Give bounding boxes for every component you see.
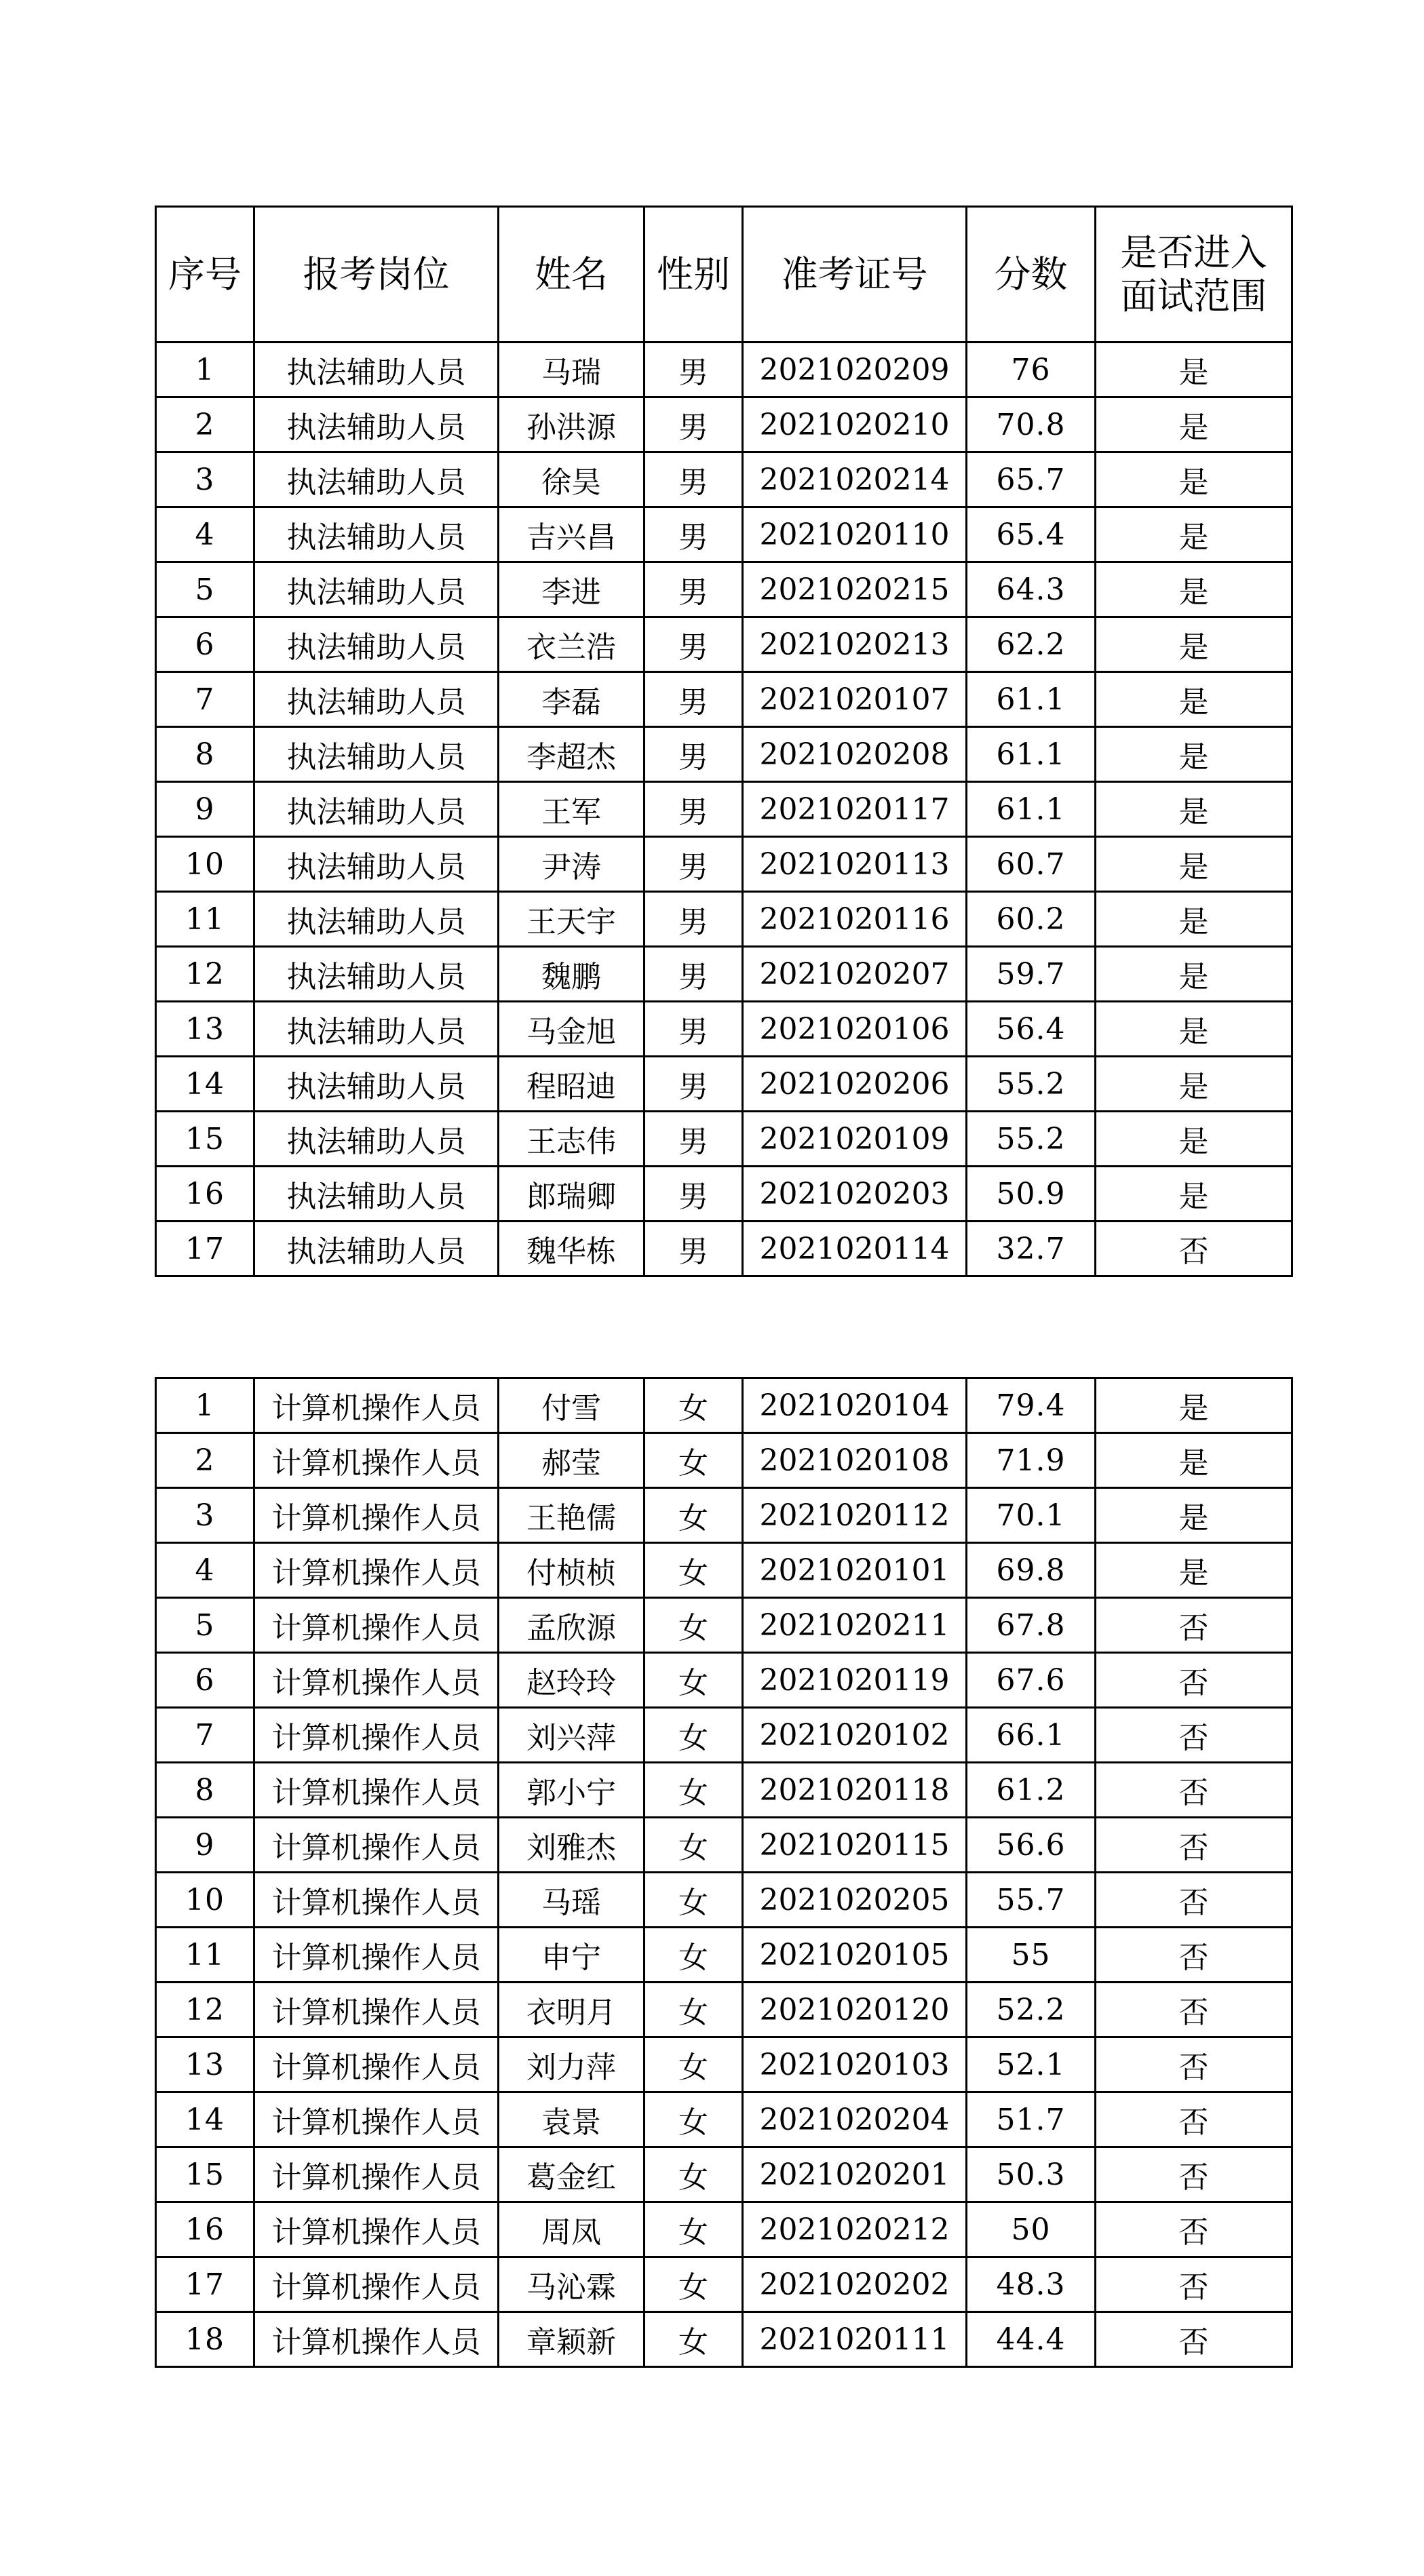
- cell-name: 王志伟: [499, 1112, 644, 1167]
- cell-score: 44.4: [967, 2312, 1096, 2367]
- cell-exam-number: 2021020112: [743, 1488, 967, 1543]
- cell-name: 申宁: [499, 1928, 644, 1983]
- cell-score: 67.8: [967, 1598, 1096, 1653]
- cell-gender: 女: [644, 1818, 743, 1873]
- table-row: [156, 837, 1292, 892]
- cell-exam-number: 2021020201: [743, 2147, 967, 2202]
- cell-exam-number: 2021020106: [743, 1002, 967, 1057]
- cell-index: 14: [156, 2092, 254, 2147]
- cell-exam-number: 2021020111: [743, 2312, 967, 2367]
- cell-score: 52.2: [967, 1983, 1096, 2037]
- cell-exam-number: 2021020107: [743, 672, 967, 727]
- cell-index: 13: [156, 1002, 254, 1057]
- cell-exam-number: 2021020103: [743, 2037, 967, 2092]
- cell-interview: 否: [1096, 1818, 1292, 1873]
- cell-exam-number: 2021020202: [743, 2257, 967, 2312]
- cell-gender: 男: [644, 727, 743, 782]
- cell-gender: 女: [644, 1763, 743, 1818]
- cell-interview: 是: [1096, 837, 1292, 892]
- cell-exam-number: 2021020213: [743, 617, 967, 672]
- cell-name: 付雪: [499, 1378, 644, 1433]
- cell-index: 7: [156, 672, 254, 727]
- cell-name: 王天宇: [499, 892, 644, 947]
- cell-index: 12: [156, 947, 254, 1002]
- cell-index: 3: [156, 452, 254, 507]
- header-position: 报考岗位: [254, 207, 499, 343]
- cell-position: 计算机操作人员: [254, 1653, 499, 1708]
- cell-name: 付桢桢: [499, 1543, 644, 1598]
- cell-interview: 是: [1096, 782, 1292, 837]
- cell-name: 马金旭: [499, 1002, 644, 1057]
- cell-score: 50: [967, 2202, 1096, 2257]
- table-row: [156, 1928, 1292, 1983]
- cell-gender: 女: [644, 2312, 743, 2367]
- table-row: [156, 947, 1292, 1002]
- table-row: [156, 1763, 1292, 1818]
- cell-index: 11: [156, 1928, 254, 1983]
- table-row: [156, 2312, 1292, 2367]
- cell-interview: 是: [1096, 1057, 1292, 1112]
- cell-name: 李超杰: [499, 727, 644, 782]
- cell-interview: 是: [1096, 1378, 1292, 1433]
- cell-position: 计算机操作人员: [254, 2037, 499, 2092]
- cell-score: 60.2: [967, 892, 1096, 947]
- cell-name: 李磊: [499, 672, 644, 727]
- cell-position: 执法辅助人员: [254, 837, 499, 892]
- table-row: [156, 672, 1292, 727]
- table-row: [156, 1222, 1292, 1276]
- cell-score: 61.2: [967, 1763, 1096, 1818]
- cell-gender: 女: [644, 2257, 743, 2312]
- cell-position: 计算机操作人员: [254, 1763, 499, 1818]
- cell-index: 5: [156, 1598, 254, 1653]
- cell-interview: 是: [1096, 1433, 1292, 1488]
- header-exam-number: 准考证号: [743, 207, 967, 343]
- cell-interview: 否: [1096, 1928, 1292, 1983]
- cell-gender: 女: [644, 1873, 743, 1928]
- cell-score: 79.4: [967, 1378, 1096, 1433]
- cell-gender: 男: [644, 507, 743, 562]
- enforcement-table-body: [156, 343, 1292, 1276]
- cell-score: 55.2: [967, 1057, 1096, 1112]
- cell-score: 50.3: [967, 2147, 1096, 2202]
- cell-index: 6: [156, 617, 254, 672]
- cell-score: 70.8: [967, 397, 1096, 452]
- table-row: [156, 2147, 1292, 2202]
- table-row: [156, 2037, 1292, 2092]
- cell-gender: 女: [644, 1543, 743, 1598]
- cell-position: 计算机操作人员: [254, 2202, 499, 2257]
- cell-index: 17: [156, 1222, 254, 1276]
- table-row: [156, 1002, 1292, 1057]
- cell-position: 计算机操作人员: [254, 1543, 499, 1598]
- cell-exam-number: 2021020105: [743, 1928, 967, 1983]
- cell-name: 衣兰浩: [499, 617, 644, 672]
- cell-position: 计算机操作人员: [254, 2312, 499, 2367]
- cell-score: 48.3: [967, 2257, 1096, 2312]
- cell-interview: 否: [1096, 2092, 1292, 2147]
- cell-interview: 是: [1096, 343, 1292, 397]
- cell-position: 执法辅助人员: [254, 1222, 499, 1276]
- table-row: [156, 562, 1292, 617]
- cell-score: 71.9: [967, 1433, 1096, 1488]
- cell-interview: 否: [1096, 1222, 1292, 1276]
- cell-position: 执法辅助人员: [254, 617, 499, 672]
- cell-index: 9: [156, 782, 254, 837]
- cell-interview: 是: [1096, 452, 1292, 507]
- cell-gender: 男: [644, 562, 743, 617]
- cell-name: 徐昊: [499, 452, 644, 507]
- cell-exam-number: 2021020108: [743, 1433, 967, 1488]
- cell-exam-number: 2021020206: [743, 1057, 967, 1112]
- cell-gender: 男: [644, 947, 743, 1002]
- cell-gender: 女: [644, 2092, 743, 2147]
- table-row: [156, 1488, 1292, 1543]
- cell-exam-number: 2021020110: [743, 507, 967, 562]
- cell-exam-number: 2021020120: [743, 1983, 967, 2037]
- cell-score: 70.1: [967, 1488, 1096, 1543]
- header-interview-line2: 面试范围: [1120, 274, 1267, 317]
- table-row: [156, 782, 1292, 837]
- cell-interview: 是: [1096, 507, 1292, 562]
- cell-name: 衣明月: [499, 1983, 644, 2037]
- cell-gender: 女: [644, 2037, 743, 2092]
- table-row: [156, 2092, 1292, 2147]
- cell-gender: 男: [644, 343, 743, 397]
- cell-position: 计算机操作人员: [254, 1378, 499, 1433]
- cell-index: 16: [156, 2202, 254, 2257]
- table-row: [156, 1057, 1292, 1112]
- table-row: [156, 2257, 1292, 2312]
- cell-interview: 否: [1096, 1598, 1292, 1653]
- cell-name: 周凤: [499, 2202, 644, 2257]
- cell-position: 计算机操作人员: [254, 2147, 499, 2202]
- cell-interview: 是: [1096, 1167, 1292, 1222]
- cell-score: 61.1: [967, 727, 1096, 782]
- cell-position: 执法辅助人员: [254, 452, 499, 507]
- header-interview: [1096, 207, 1292, 343]
- cell-gender: 女: [644, 1378, 743, 1433]
- cell-exam-number: 2021020212: [743, 2202, 967, 2257]
- cell-exam-number: 2021020101: [743, 1543, 967, 1598]
- cell-index: 2: [156, 397, 254, 452]
- cell-gender: 女: [644, 1598, 743, 1653]
- cell-score: 52.1: [967, 2037, 1096, 2092]
- cell-index: 3: [156, 1488, 254, 1543]
- cell-index: 4: [156, 1543, 254, 1598]
- cell-exam-number: 2021020113: [743, 837, 967, 892]
- cell-exam-number: 2021020215: [743, 562, 967, 617]
- cell-score: 66.1: [967, 1708, 1096, 1763]
- cell-index: 11: [156, 892, 254, 947]
- cell-position: 计算机操作人员: [254, 1708, 499, 1763]
- table-row: [156, 507, 1292, 562]
- table-row: [156, 1433, 1292, 1488]
- table-row: [156, 1873, 1292, 1928]
- cell-score: 61.1: [967, 672, 1096, 727]
- table-row: [156, 1378, 1292, 1433]
- cell-position: 计算机操作人员: [254, 1983, 499, 2037]
- cell-gender: 女: [644, 2147, 743, 2202]
- cell-position: 执法辅助人员: [254, 727, 499, 782]
- cell-name: 马瑶: [499, 1873, 644, 1928]
- cell-name: 刘雅杰: [499, 1818, 644, 1873]
- cell-score: 56.6: [967, 1818, 1096, 1873]
- cell-exam-number: 2021020208: [743, 727, 967, 782]
- header-gender: 性别: [644, 207, 743, 343]
- cell-name: 孙洪源: [499, 397, 644, 452]
- cell-interview: 是: [1096, 617, 1292, 672]
- cell-interview: 否: [1096, 2147, 1292, 2202]
- cell-gender: 男: [644, 617, 743, 672]
- cell-interview: 否: [1096, 1873, 1292, 1928]
- cell-exam-number: 2021020210: [743, 397, 967, 452]
- cell-gender: 女: [644, 1433, 743, 1488]
- cell-name: 李进: [499, 562, 644, 617]
- table-row: [156, 452, 1292, 507]
- cell-score: 55: [967, 1928, 1096, 1983]
- cell-position: 计算机操作人员: [254, 1818, 499, 1873]
- cell-position: 执法辅助人员: [254, 892, 499, 947]
- cell-position: 计算机操作人员: [254, 1598, 499, 1653]
- cell-gender: 女: [644, 1928, 743, 1983]
- cell-position: 计算机操作人员: [254, 1488, 499, 1543]
- table-row: [156, 2202, 1292, 2257]
- cell-exam-number: 2021020214: [743, 452, 967, 507]
- cell-name: 刘力萍: [499, 2037, 644, 2092]
- cell-position: 执法辅助人员: [254, 1167, 499, 1222]
- cell-position: 计算机操作人员: [254, 1433, 499, 1488]
- cell-name: 程昭迪: [499, 1057, 644, 1112]
- cell-name: 魏鹏: [499, 947, 644, 1002]
- table-row: [156, 1598, 1292, 1653]
- cell-name: 葛金红: [499, 2147, 644, 2202]
- cell-index: 4: [156, 507, 254, 562]
- header-score: 分数: [967, 207, 1096, 343]
- cell-score: 32.7: [967, 1222, 1096, 1276]
- cell-exam-number: 2021020203: [743, 1167, 967, 1222]
- table-row: [156, 1112, 1292, 1167]
- cell-exam-number: 2021020109: [743, 1112, 967, 1167]
- cell-exam-number: 2021020205: [743, 1873, 967, 1928]
- cell-index: 1: [156, 1378, 254, 1433]
- cell-score: 65.7: [967, 452, 1096, 507]
- cell-name: 王艳儒: [499, 1488, 644, 1543]
- cell-gender: 男: [644, 782, 743, 837]
- cell-position: 执法辅助人员: [254, 1112, 499, 1167]
- cell-gender: 男: [644, 837, 743, 892]
- table-row: [156, 397, 1292, 452]
- cell-position: 执法辅助人员: [254, 672, 499, 727]
- cell-interview: 否: [1096, 2312, 1292, 2367]
- cell-interview: 是: [1096, 672, 1292, 727]
- table-row: [156, 1167, 1292, 1222]
- enforcement-results-table: [155, 206, 1293, 1277]
- cell-interview: 是: [1096, 397, 1292, 452]
- cell-score: 50.9: [967, 1167, 1096, 1222]
- cell-index: 18: [156, 2312, 254, 2367]
- cell-exam-number: 2021020102: [743, 1708, 967, 1763]
- cell-interview: 是: [1096, 1543, 1292, 1598]
- table-row: [156, 1818, 1292, 1873]
- cell-position: 计算机操作人员: [254, 1928, 499, 1983]
- cell-score: 64.3: [967, 562, 1096, 617]
- cell-index: 5: [156, 562, 254, 617]
- cell-gender: 男: [644, 1167, 743, 1222]
- cell-score: 56.4: [967, 1002, 1096, 1057]
- cell-interview: 否: [1096, 2202, 1292, 2257]
- cell-score: 60.7: [967, 837, 1096, 892]
- cell-gender: 男: [644, 1112, 743, 1167]
- cell-name: 郝莹: [499, 1433, 644, 1488]
- cell-index: 8: [156, 727, 254, 782]
- cell-gender: 女: [644, 1983, 743, 2037]
- cell-interview: 是: [1096, 562, 1292, 617]
- cell-exam-number: 2021020118: [743, 1763, 967, 1818]
- cell-index: 7: [156, 1708, 254, 1763]
- cell-name: 刘兴萍: [499, 1708, 644, 1763]
- table-row: [156, 727, 1292, 782]
- cell-exam-number: 2021020114: [743, 1222, 967, 1276]
- cell-index: 1: [156, 343, 254, 397]
- cell-exam-number: 2021020209: [743, 343, 967, 397]
- cell-name: 马沁霖: [499, 2257, 644, 2312]
- cell-interview: 否: [1096, 1763, 1292, 1818]
- cell-index: 9: [156, 1818, 254, 1873]
- cell-name: 王军: [499, 782, 644, 837]
- cell-exam-number: 2021020117: [743, 782, 967, 837]
- table-row: [156, 617, 1292, 672]
- cell-index: 2: [156, 1433, 254, 1488]
- cell-score: 61.1: [967, 782, 1096, 837]
- cell-name: 郎瑞卿: [499, 1167, 644, 1222]
- cell-interview: 否: [1096, 2257, 1292, 2312]
- table-row: [156, 1983, 1292, 2037]
- cell-interview: 否: [1096, 1983, 1292, 2037]
- cell-exam-number: 2021020116: [743, 892, 967, 947]
- cell-interview: 否: [1096, 1708, 1292, 1763]
- cell-exam-number: 2021020104: [743, 1378, 967, 1433]
- cell-interview: 是: [1096, 1002, 1292, 1057]
- cell-position: 执法辅助人员: [254, 782, 499, 837]
- cell-exam-number: 2021020207: [743, 947, 967, 1002]
- cell-score: 76: [967, 343, 1096, 397]
- cell-index: 14: [156, 1057, 254, 1112]
- table-row: [156, 1708, 1292, 1763]
- cell-name: 赵玲玲: [499, 1653, 644, 1708]
- computer-table-body: [156, 1378, 1292, 2367]
- cell-gender: 男: [644, 1222, 743, 1276]
- cell-index: 10: [156, 1873, 254, 1928]
- cell-name: 郭小宁: [499, 1763, 644, 1818]
- cell-gender: 男: [644, 1057, 743, 1112]
- cell-interview: 否: [1096, 1653, 1292, 1708]
- cell-index: 12: [156, 1983, 254, 2037]
- cell-interview: 是: [1096, 947, 1292, 1002]
- cell-position: 执法辅助人员: [254, 947, 499, 1002]
- cell-exam-number: 2021020211: [743, 1598, 967, 1653]
- header-index: 序号: [156, 207, 254, 343]
- cell-index: 8: [156, 1763, 254, 1818]
- cell-score: 69.8: [967, 1543, 1096, 1598]
- cell-score: 65.4: [967, 507, 1096, 562]
- cell-position: 执法辅助人员: [254, 397, 499, 452]
- cell-score: 55.2: [967, 1112, 1096, 1167]
- cell-index: 6: [156, 1653, 254, 1708]
- cell-gender: 女: [644, 1708, 743, 1763]
- cell-index: 13: [156, 2037, 254, 2092]
- cell-position: 执法辅助人员: [254, 343, 499, 397]
- cell-gender: 女: [644, 2202, 743, 2257]
- cell-index: 10: [156, 837, 254, 892]
- cell-score: 51.7: [967, 2092, 1096, 2147]
- cell-name: 吉兴昌: [499, 507, 644, 562]
- cell-index: 15: [156, 2147, 254, 2202]
- cell-exam-number: 2021020115: [743, 1818, 967, 1873]
- cell-position: 执法辅助人员: [254, 1002, 499, 1057]
- header-interview-line1: 是否进入: [1120, 231, 1267, 274]
- cell-gender: 女: [644, 1488, 743, 1543]
- cell-position: 执法辅助人员: [254, 1057, 499, 1112]
- table-row: [156, 1543, 1292, 1598]
- cell-name: 尹涛: [499, 837, 644, 892]
- cell-name: 马瑞: [499, 343, 644, 397]
- cell-position: 计算机操作人员: [254, 1873, 499, 1928]
- cell-interview: 是: [1096, 727, 1292, 782]
- cell-exam-number: 2021020204: [743, 2092, 967, 2147]
- table-row: [156, 343, 1292, 397]
- cell-position: 计算机操作人员: [254, 2092, 499, 2147]
- cell-interview: 是: [1096, 892, 1292, 947]
- cell-position: 执法辅助人员: [254, 507, 499, 562]
- cell-interview: 否: [1096, 2037, 1292, 2092]
- cell-exam-number: 2021020119: [743, 1653, 967, 1708]
- cell-score: 62.2: [967, 617, 1096, 672]
- cell-name: 魏华栋: [499, 1222, 644, 1276]
- cell-gender: 男: [644, 452, 743, 507]
- table-row: [156, 1653, 1292, 1708]
- cell-gender: 男: [644, 397, 743, 452]
- cell-name: 章颖新: [499, 2312, 644, 2367]
- computer-operator-results-table: [155, 1377, 1293, 2368]
- cell-position: 计算机操作人员: [254, 2257, 499, 2312]
- header-name: 姓名: [499, 207, 644, 343]
- table-row: [156, 892, 1292, 947]
- cell-gender: 男: [644, 892, 743, 947]
- cell-gender: 女: [644, 1653, 743, 1708]
- cell-index: 17: [156, 2257, 254, 2312]
- cell-name: 袁景: [499, 2092, 644, 2147]
- cell-score: 55.7: [967, 1873, 1096, 1928]
- cell-interview: 是: [1096, 1112, 1292, 1167]
- cell-name: 孟欣源: [499, 1598, 644, 1653]
- cell-gender: 男: [644, 1002, 743, 1057]
- table-header-row: [156, 207, 1292, 343]
- cell-index: 16: [156, 1167, 254, 1222]
- cell-index: 15: [156, 1112, 254, 1167]
- cell-gender: 男: [644, 672, 743, 727]
- cell-score: 67.6: [967, 1653, 1096, 1708]
- cell-interview: 是: [1096, 1488, 1292, 1543]
- cell-position: 执法辅助人员: [254, 562, 499, 617]
- cell-score: 59.7: [967, 947, 1096, 1002]
